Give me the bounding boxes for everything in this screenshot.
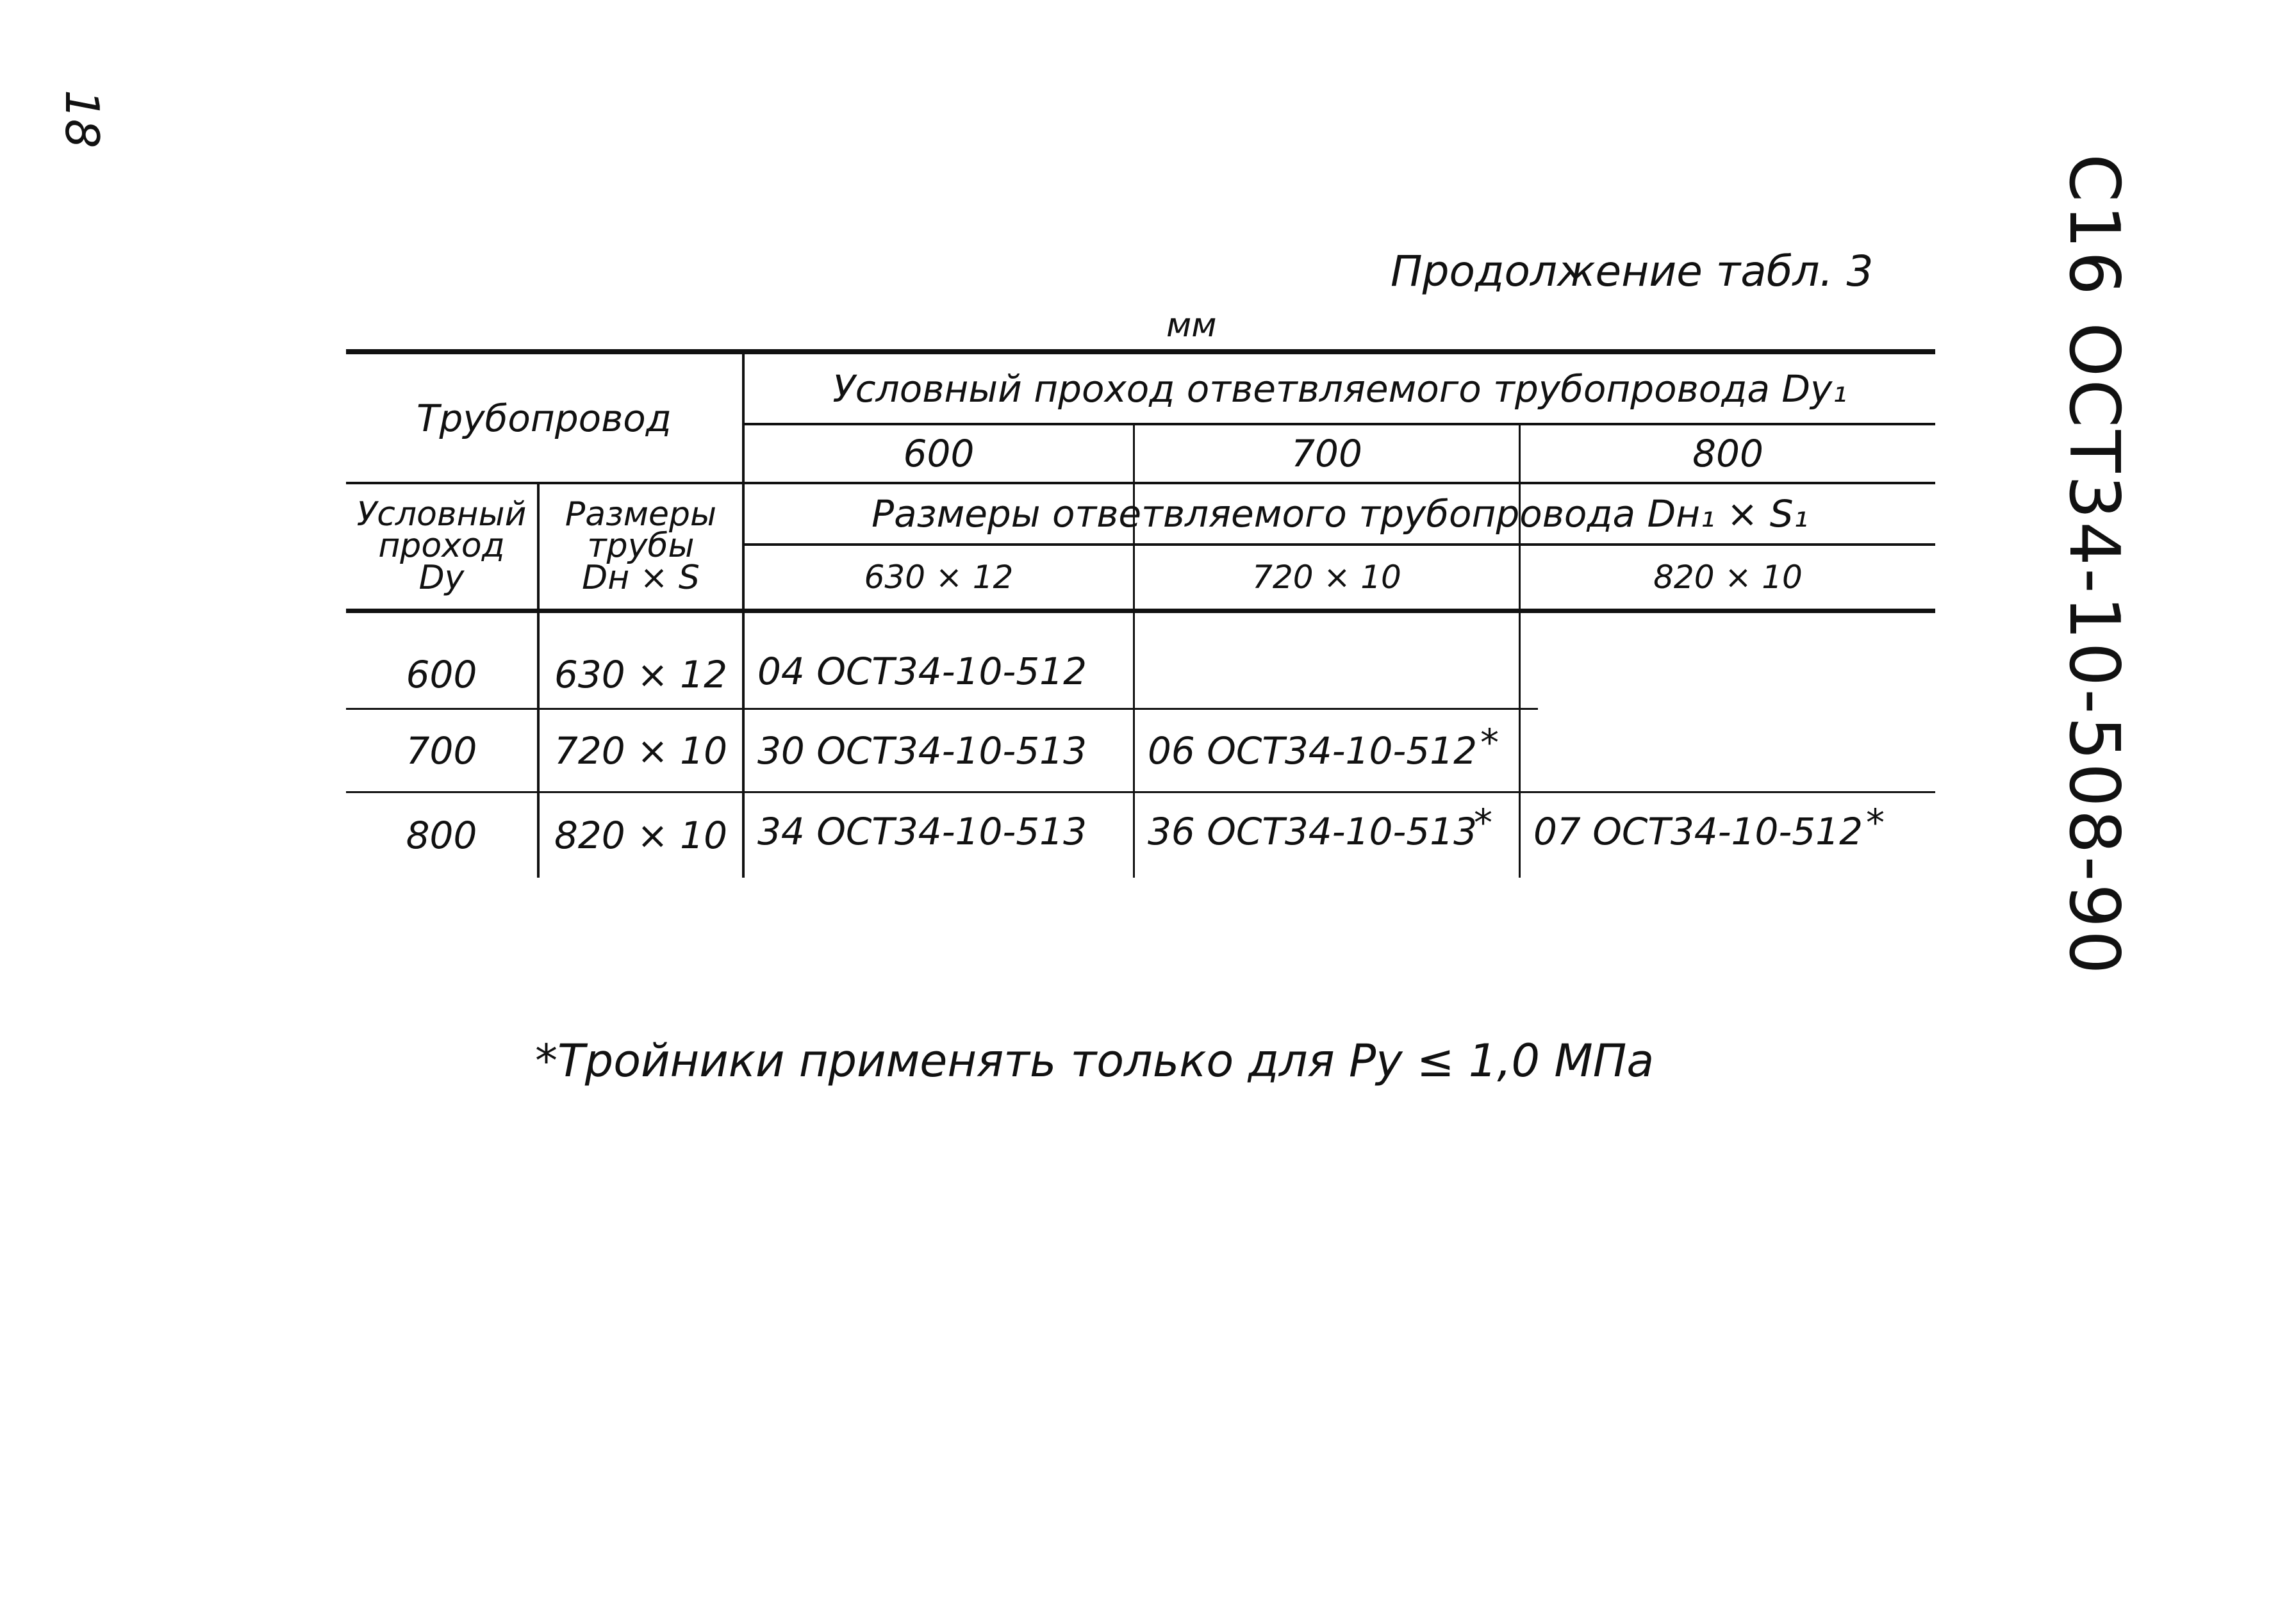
- header-line: Размеры: [565, 495, 717, 534]
- header-branch-700: 700: [1291, 432, 1362, 475]
- row-3-c800-footnote-mark: *: [1866, 801, 1885, 844]
- table-header-rule: [346, 609, 1935, 613]
- table-top-rule: [346, 349, 1935, 354]
- row-2-dy: 700: [406, 728, 477, 773]
- header-branch-800: 800: [1692, 432, 1763, 475]
- row-3-c700: 36 ОСТ34-10-513: [1148, 810, 1477, 853]
- footnote: *Тройники применять только для Py ≤ 1,0 МПа: [535, 1035, 1655, 1087]
- header-pipeline: Трубопровод: [417, 396, 672, 440]
- row-1-dy: 600: [406, 652, 477, 696]
- row-3-c700-footnote-mark: *: [1474, 801, 1492, 844]
- page-number: 18: [55, 90, 109, 149]
- row-3-size: 820 × 10: [554, 814, 727, 857]
- header-nominal-passage: [346, 484, 537, 609]
- header-line: проход: [378, 527, 505, 566]
- document-code: С16 ОСТ34-10-508-90: [2054, 154, 2134, 977]
- header-branch-size-3: 820 × 10: [1653, 559, 1803, 596]
- row-2-c700-footnote-mark: *: [1480, 721, 1499, 764]
- header-branch-nominal: Условный проход ответвляемого трубопровода Dy₁: [832, 366, 1847, 411]
- header-branch-size-1: 630 × 12: [864, 559, 1014, 596]
- units-label: мм: [1166, 306, 1217, 345]
- row-3-c800: 07 ОСТ34-10-512: [1533, 810, 1863, 853]
- row-2-size: 720 × 10: [554, 728, 727, 773]
- table-continuation-caption: Продолжение табл. 3: [1391, 247, 1874, 296]
- row-2-c600: 30 ОСТ34-10-513: [757, 728, 1087, 773]
- header-line: Dy: [418, 558, 465, 597]
- header-branch-size-2: 720 × 10: [1252, 559, 1401, 596]
- header-line: Условный: [356, 495, 527, 534]
- header-line: Dн × S: [582, 558, 700, 597]
- header-line: трубы: [587, 527, 695, 566]
- row-3-dy: 800: [406, 814, 477, 857]
- row-2-c700: 06 ОСТ34-10-512: [1148, 728, 1477, 773]
- row-1-size: 630 × 12: [554, 652, 727, 696]
- row-1-c600: 04 ОСТ34-10-512: [757, 649, 1087, 693]
- row-3-c600: 34 ОСТ34-10-513: [757, 810, 1087, 853]
- header-pipe-size: [540, 484, 742, 609]
- header-branch-sizes: Размеры ответвляемого трубопровода Dн₁ × S₁: [871, 492, 1808, 536]
- header-branch-600: 600: [903, 432, 975, 475]
